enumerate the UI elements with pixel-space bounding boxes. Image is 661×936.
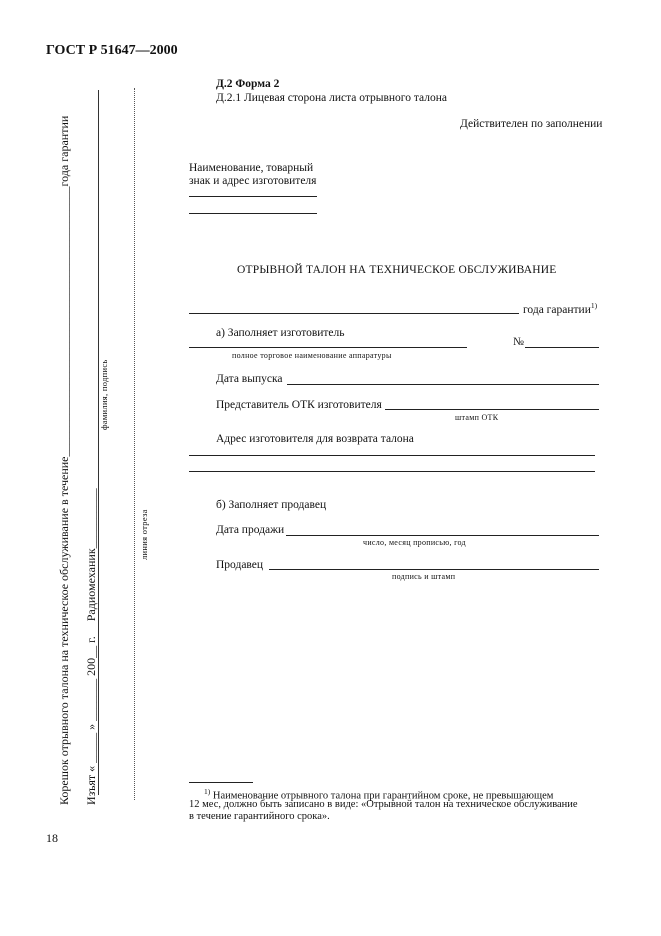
number-sign: № (513, 336, 524, 348)
warranty-year-label (523, 301, 597, 316)
stub-cut-line-label: линия отреза (139, 509, 149, 560)
seller-field[interactable] (269, 569, 599, 570)
stub-izyat: Изъят « (84, 765, 98, 805)
footnote-mark: 1) (204, 787, 211, 796)
caption-sign-stamp: подпись и штамп (392, 572, 456, 581)
address-line-2[interactable] (189, 471, 595, 472)
serial-number-field[interactable] (525, 347, 599, 348)
footnote-line-3: в течение гарантийного срока». (189, 811, 330, 822)
validity-note: Действителен по заполнении (460, 118, 603, 130)
release-date-field[interactable] (287, 384, 599, 385)
otk-representative-field[interactable] (385, 409, 599, 410)
warranty-year-text: года гарантии (523, 303, 591, 316)
standard-code: ГОСТ Р 51647—2000 (46, 43, 178, 58)
footnote-line-2: 12 мес, должно быть записано в виде: «Отрывной талон на техническое обслуживание (189, 799, 578, 810)
sale-date-label: Дата продажи (216, 524, 285, 536)
stub-line-2: Изъят « _____ » _______ 200__ г. Радиомеханик__________ (84, 488, 98, 805)
stub-quote: » (84, 723, 98, 730)
stub-line-1: Корешок отрывного талона на техническое обслуживание в течение_____________________________________________года гарантии (57, 115, 71, 805)
address-label: Адрес изготовителя для возврата талона (216, 433, 414, 445)
stub-g: г. (84, 636, 98, 643)
stub-year: 200 (84, 657, 98, 676)
stub-caption-signature: фамилия, подпись (99, 359, 109, 430)
caption-otk-stamp: штамп ОТК (455, 413, 499, 422)
section-subtitle: Д.2.1 Лицевая сторона листа отрывного талона (216, 92, 447, 104)
section-b-title: б) Заполняет продавец (216, 499, 327, 511)
manufacturer-label-1: Наименование, товарный (189, 162, 314, 174)
device-name-field[interactable] (189, 347, 467, 348)
seller-label: Продавец (216, 559, 264, 571)
footnote-text-1: Наименование отрывного талона при гарантийном сроке, не превышающем (212, 790, 554, 802)
manufacturer-line-2[interactable] (189, 213, 317, 214)
footnote-reference: 1) (590, 301, 598, 310)
main-title: ОТРЫВНОЙ ТАЛОН НА ТЕХНИЧЕСКОЕ ОБСЛУЖИВАНИЕ (237, 264, 557, 276)
footnote-separator (189, 782, 253, 783)
otk-label: Представитель ОТК изготовителя (216, 399, 382, 411)
section-title: Д.2 Форма 2 (216, 78, 280, 90)
address-line-1[interactable] (189, 455, 595, 456)
caption-date-words: число, месяц прописью, год (363, 538, 466, 547)
page-number: 18 (46, 831, 58, 845)
stub-line1-text: Корешок отрывного талона на техническое обслуживание в течение (57, 456, 71, 805)
manufacturer-line-1[interactable] (189, 196, 317, 197)
manufacturer-label-2: знак и адрес изготовителя (189, 175, 317, 187)
stub-signature-line (98, 90, 99, 795)
warranty-period-field[interactable] (189, 313, 519, 314)
caption-full-name: полное торговое наименование аппаратуры (232, 351, 392, 360)
section-a-title: а) Заполняет изготовитель (216, 327, 345, 339)
stub-line1-end: года гарантии (57, 115, 71, 187)
cut-line (134, 88, 135, 800)
release-date-label: Дата выпуска (216, 373, 283, 385)
sale-date-field[interactable] (286, 535, 599, 536)
stub-radiomechanic: Радиомеханик (84, 548, 98, 622)
